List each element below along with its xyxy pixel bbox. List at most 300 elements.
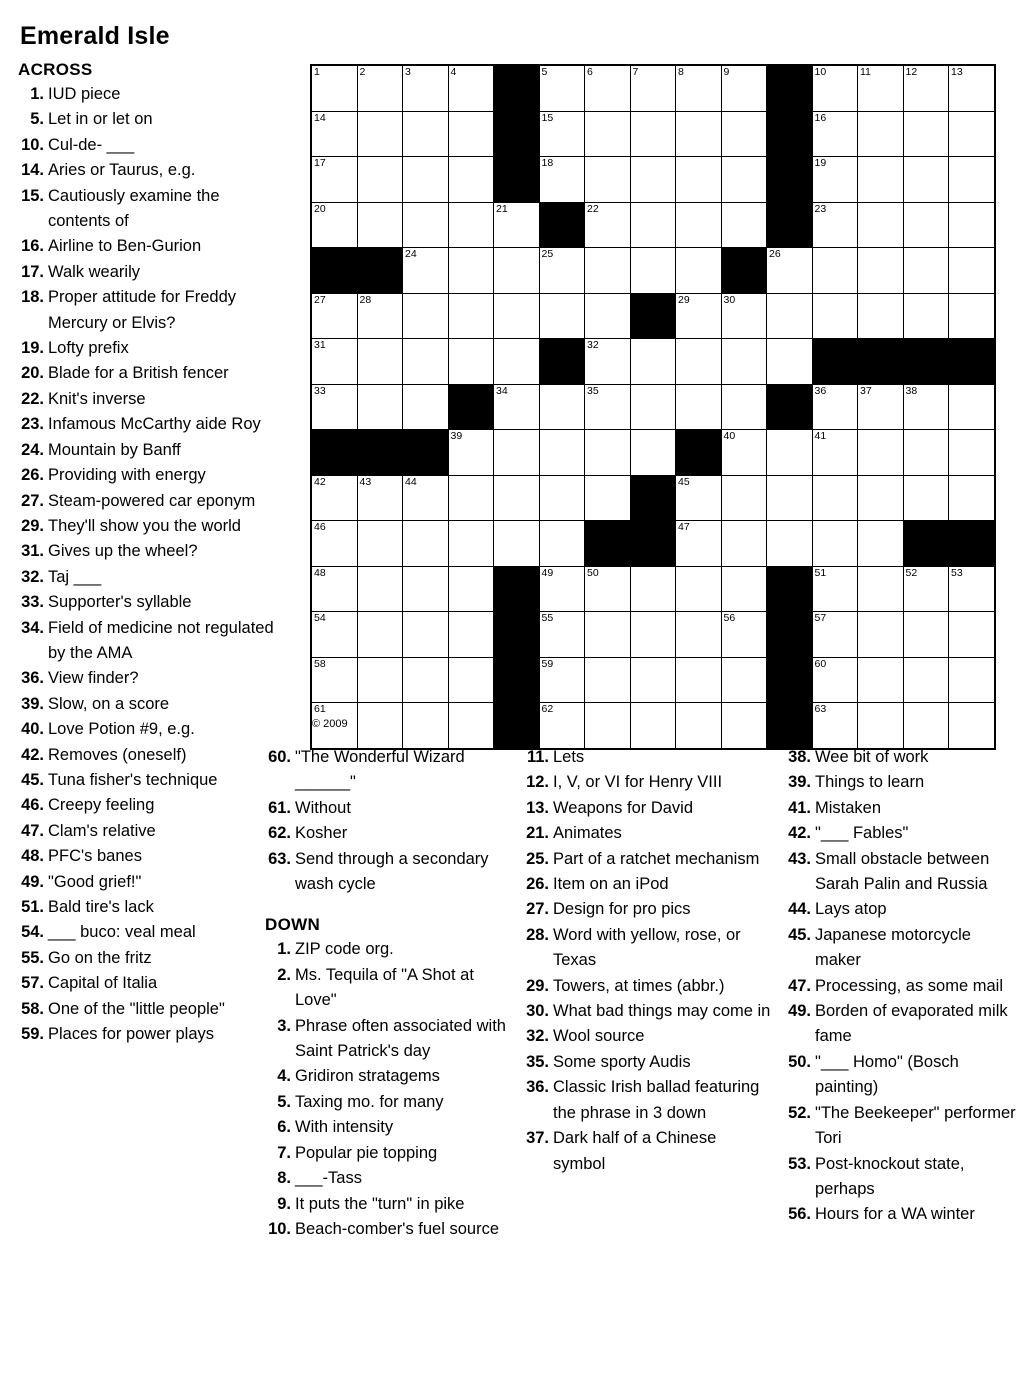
- clue-item[interactable]: [18, 565, 280, 590]
- clue-item[interactable]: [18, 743, 280, 768]
- grid-cell[interactable]: [630, 65, 676, 111]
- clue-item[interactable]: [523, 999, 771, 1024]
- grid-cell[interactable]: [767, 339, 813, 385]
- grid-cell[interactable]: [585, 384, 631, 430]
- clue-number: 32.: [526, 1027, 549, 1046]
- clue-item[interactable]: [785, 770, 1017, 795]
- clue-item[interactable]: [265, 1014, 511, 1065]
- grid-cell[interactable]: [585, 202, 631, 248]
- clue-item[interactable]: [785, 974, 1017, 999]
- grid-cell[interactable]: [539, 65, 585, 111]
- grid-cell[interactable]: [539, 475, 585, 521]
- grid-cell[interactable]: [676, 521, 722, 567]
- grid-cell[interactable]: [448, 657, 494, 703]
- clue-item[interactable]: [18, 336, 280, 361]
- grid-cell[interactable]: [585, 657, 631, 703]
- clue-item[interactable]: [18, 463, 280, 488]
- clue-item[interactable]: [785, 821, 1017, 846]
- grid-cell[interactable]: [311, 111, 357, 157]
- grid-cell[interactable]: [357, 566, 403, 612]
- grid-cell[interactable]: [858, 157, 904, 203]
- grid-cell[interactable]: [357, 612, 403, 658]
- clue-item[interactable]: [265, 1192, 511, 1217]
- clue-number: 36.: [526, 1078, 549, 1097]
- clue-item[interactable]: [785, 999, 1017, 1050]
- clue-text: Things to learn: [815, 773, 925, 792]
- grid-cell[interactable]: [357, 157, 403, 203]
- grid-cell[interactable]: [585, 612, 631, 658]
- grid-cell[interactable]: [721, 475, 767, 521]
- grid-cell[interactable]: [539, 566, 585, 612]
- grid-cell[interactable]: [357, 111, 403, 157]
- clue-item[interactable]: [18, 184, 280, 235]
- grid-cell[interactable]: [812, 475, 858, 521]
- grid-cell[interactable]: [858, 111, 904, 157]
- grid-cell[interactable]: [858, 566, 904, 612]
- grid-cell[interactable]: [858, 430, 904, 476]
- grid-cell[interactable]: [403, 657, 449, 703]
- grid-cell[interactable]: [812, 703, 858, 749]
- clue-item[interactable]: [265, 796, 511, 821]
- grid-cell-number: 3: [405, 66, 411, 78]
- grid-cell[interactable]: [903, 202, 949, 248]
- grid-cell[interactable]: [448, 293, 494, 339]
- grid-cell[interactable]: [721, 566, 767, 612]
- grid-cell-number: 27: [314, 293, 326, 306]
- grid-cell[interactable]: [448, 430, 494, 476]
- clue-item[interactable]: [523, 1075, 771, 1126]
- grid-cell[interactable]: [721, 202, 767, 248]
- grid-cell[interactable]: [721, 65, 767, 111]
- grid-cell[interactable]: [357, 384, 403, 430]
- grid-cell[interactable]: [721, 111, 767, 157]
- clue-item[interactable]: [18, 107, 280, 132]
- clue-text: Gridiron stratagems: [295, 1067, 440, 1086]
- grid-cell[interactable]: [812, 384, 858, 430]
- grid-cell[interactable]: [812, 293, 858, 339]
- grid-block-cell: [767, 657, 813, 703]
- grid-cell[interactable]: [311, 65, 357, 111]
- grid-cell[interactable]: [949, 384, 995, 430]
- grid-cell[interactable]: [494, 475, 540, 521]
- grid-cell[interactable]: [311, 293, 357, 339]
- grid-cell[interactable]: [448, 339, 494, 385]
- grid-cell[interactable]: [812, 111, 858, 157]
- grid-cell[interactable]: [949, 475, 995, 521]
- clue-item[interactable]: [265, 745, 511, 796]
- clue-text: Blade for a British fencer: [48, 364, 229, 383]
- grid-cell[interactable]: [949, 248, 995, 294]
- grid-cell[interactable]: [949, 703, 995, 749]
- grid-cell[interactable]: [858, 703, 904, 749]
- clue-item[interactable]: [18, 997, 280, 1022]
- clue-item[interactable]: [265, 1064, 511, 1089]
- grid-cell[interactable]: [448, 566, 494, 612]
- clue-number: 45.: [21, 770, 44, 789]
- clue-number: 53.: [788, 1154, 811, 1173]
- grid-cell[interactable]: [721, 430, 767, 476]
- grid-cell[interactable]: [448, 612, 494, 658]
- grid-cell[interactable]: [721, 384, 767, 430]
- grid-cell[interactable]: [903, 612, 949, 658]
- grid-cell[interactable]: [585, 293, 631, 339]
- clue-item[interactable]: [523, 1024, 771, 1049]
- grid-table[interactable]: [310, 64, 996, 750]
- grid-cell[interactable]: [812, 657, 858, 703]
- grid-cell-number: 23: [814, 202, 827, 215]
- clue-item[interactable]: [18, 616, 280, 667]
- clue-item[interactable]: [265, 963, 511, 1014]
- grid-cell[interactable]: [357, 521, 403, 567]
- grid-cell[interactable]: [357, 703, 403, 749]
- grid-cell[interactable]: [630, 566, 676, 612]
- grid-cell[interactable]: [403, 65, 449, 111]
- clue-text: Removes (oneself): [48, 745, 187, 764]
- grid-cell[interactable]: [676, 339, 722, 385]
- grid-cell[interactable]: [403, 612, 449, 658]
- grid-cell[interactable]: [676, 566, 722, 612]
- grid-cell[interactable]: [676, 703, 722, 749]
- grid-cell[interactable]: [767, 475, 813, 521]
- clue-item[interactable]: [18, 590, 280, 615]
- clue-item[interactable]: [265, 1217, 511, 1242]
- clue-item[interactable]: [523, 745, 771, 770]
- clue-item[interactable]: [18, 387, 280, 412]
- clue-item[interactable]: [785, 1202, 1017, 1227]
- grid-cell[interactable]: [448, 157, 494, 203]
- grid-cell[interactable]: [311, 657, 357, 703]
- grid-cell[interactable]: [539, 703, 585, 749]
- grid-cell[interactable]: [812, 157, 858, 203]
- clue-text: Proper attitude for Freddy Mercury or Elvis?: [48, 288, 237, 332]
- grid-cell-number: 15: [541, 111, 554, 124]
- grid-cell[interactable]: [494, 521, 540, 567]
- grid-cell[interactable]: [539, 157, 585, 203]
- grid-cell[interactable]: [494, 248, 540, 294]
- clue-item[interactable]: [265, 937, 511, 962]
- crossword-grid[interactable]: [310, 64, 996, 750]
- grid-cell[interactable]: [585, 475, 631, 521]
- grid-cell[interactable]: [630, 657, 676, 703]
- grid-cell[interactable]: [858, 293, 904, 339]
- clue-number: 25.: [526, 849, 549, 868]
- grid-cell[interactable]: [812, 65, 858, 111]
- grid-cell[interactable]: [721, 657, 767, 703]
- clue-item[interactable]: [785, 796, 1017, 821]
- grid-cell[interactable]: [676, 384, 722, 430]
- grid-block-cell: [357, 248, 403, 294]
- grid-cell[interactable]: [721, 521, 767, 567]
- grid-cell[interactable]: [812, 612, 858, 658]
- grid-cell[interactable]: [858, 475, 904, 521]
- grid-cell[interactable]: [448, 703, 494, 749]
- grid-cell[interactable]: [858, 65, 904, 111]
- grid-cell[interactable]: [767, 248, 813, 294]
- grid-cell[interactable]: [903, 430, 949, 476]
- grid-cell[interactable]: [903, 248, 949, 294]
- grid-cell[interactable]: [949, 430, 995, 476]
- grid-cell[interactable]: [949, 612, 995, 658]
- grid-cell[interactable]: [630, 157, 676, 203]
- grid-cell[interactable]: [311, 384, 357, 430]
- clue-item[interactable]: [265, 1141, 511, 1166]
- clue-text: Taj ___: [48, 567, 102, 586]
- grid-cell[interactable]: [357, 65, 403, 111]
- clue-item[interactable]: [18, 692, 280, 717]
- grid-cell[interactable]: [812, 248, 858, 294]
- clue-item[interactable]: [18, 895, 280, 920]
- clue-item[interactable]: [18, 412, 280, 437]
- clue-number: 47.: [788, 976, 811, 995]
- grid-cell[interactable]: [448, 248, 494, 294]
- grid-cell[interactable]: [949, 566, 995, 612]
- grid-cell[interactable]: [357, 202, 403, 248]
- grid-cell[interactable]: [311, 566, 357, 612]
- clue-text: Capital of Italia: [48, 974, 158, 993]
- grid-cell[interactable]: [903, 293, 949, 339]
- grid-cell[interactable]: [767, 521, 813, 567]
- grid-cell[interactable]: [676, 202, 722, 248]
- grid-cell[interactable]: [403, 248, 449, 294]
- grid-cell[interactable]: [311, 475, 357, 521]
- grid-cell[interactable]: [403, 521, 449, 567]
- grid-cell[interactable]: [858, 657, 904, 703]
- grid-cell[interactable]: [494, 339, 540, 385]
- grid-cell[interactable]: [357, 339, 403, 385]
- grid-cell[interactable]: [630, 612, 676, 658]
- clue-item[interactable]: [265, 1090, 511, 1115]
- clue-item[interactable]: [18, 82, 280, 107]
- grid-cell[interactable]: [858, 248, 904, 294]
- grid-cell[interactable]: [903, 157, 949, 203]
- grid-cell[interactable]: [403, 202, 449, 248]
- clue-item[interactable]: [18, 158, 280, 183]
- clue-item[interactable]: [18, 260, 280, 285]
- grid-cell[interactable]: [903, 703, 949, 749]
- clue-item[interactable]: [523, 897, 771, 922]
- grid-cell[interactable]: [311, 202, 357, 248]
- grid-cell[interactable]: [676, 657, 722, 703]
- grid-cell[interactable]: [539, 293, 585, 339]
- grid-cell-number: 49: [541, 566, 554, 579]
- grid-cell[interactable]: [494, 430, 540, 476]
- clue-item[interactable]: [265, 821, 511, 846]
- grid-cell[interactable]: [585, 65, 631, 111]
- clue-item[interactable]: [523, 821, 771, 846]
- grid-cell[interactable]: [767, 293, 813, 339]
- clue-number: 19.: [21, 339, 44, 358]
- clue-number: 58.: [21, 999, 44, 1018]
- grid-cell[interactable]: [494, 202, 540, 248]
- grid-cell[interactable]: [311, 339, 357, 385]
- grid-cell[interactable]: [949, 111, 995, 157]
- grid-cell[interactable]: [494, 293, 540, 339]
- grid-cell[interactable]: [676, 157, 722, 203]
- grid-cell[interactable]: [812, 202, 858, 248]
- grid-cell[interactable]: [630, 384, 676, 430]
- grid-cell[interactable]: [676, 293, 722, 339]
- clue-item[interactable]: [18, 870, 280, 895]
- grid-cell[interactable]: [903, 657, 949, 703]
- clue-item[interactable]: [18, 666, 280, 691]
- grid-cell[interactable]: [630, 339, 676, 385]
- clue-item[interactable]: [18, 438, 280, 463]
- clue-item[interactable]: [18, 971, 280, 996]
- down-heading: DOWN: [265, 915, 321, 935]
- grid-cell[interactable]: [539, 111, 585, 157]
- grid-cell[interactable]: [311, 157, 357, 203]
- clue-item[interactable]: [785, 1050, 1017, 1101]
- clue-item[interactable]: [785, 847, 1017, 898]
- grid-cell[interactable]: [448, 521, 494, 567]
- grid-cell[interactable]: [949, 157, 995, 203]
- clue-item[interactable]: [785, 745, 1017, 770]
- grid-cell[interactable]: [494, 384, 540, 430]
- grid-cell[interactable]: [403, 703, 449, 749]
- clue-item[interactable]: [785, 1152, 1017, 1203]
- clue-number: 3.: [277, 1016, 291, 1035]
- grid-cell[interactable]: [630, 430, 676, 476]
- grid-cell[interactable]: [676, 612, 722, 658]
- clue-item[interactable]: [18, 489, 280, 514]
- clue-item[interactable]: [265, 1115, 511, 1140]
- grid-cell[interactable]: [676, 111, 722, 157]
- clue-item[interactable]: [18, 234, 280, 259]
- grid-cell[interactable]: [903, 384, 949, 430]
- grid-cell[interactable]: [676, 475, 722, 521]
- grid-cell[interactable]: [585, 430, 631, 476]
- grid-cell[interactable]: [539, 430, 585, 476]
- clue-item[interactable]: [18, 819, 280, 844]
- grid-cell[interactable]: [539, 384, 585, 430]
- clue-item[interactable]: [523, 872, 771, 897]
- grid-cell[interactable]: [539, 657, 585, 703]
- clue-number: 27.: [21, 491, 44, 510]
- clue-item[interactable]: [523, 796, 771, 821]
- grid-cell[interactable]: [448, 202, 494, 248]
- grid-cell[interactable]: [676, 248, 722, 294]
- grid-cell[interactable]: [721, 612, 767, 658]
- grid-cell[interactable]: [812, 430, 858, 476]
- grid-cell[interactable]: [721, 293, 767, 339]
- grid-cell-number: 17: [314, 157, 326, 169]
- grid-cell[interactable]: [858, 384, 904, 430]
- grid-cell[interactable]: [585, 703, 631, 749]
- grid-cell[interactable]: [539, 248, 585, 294]
- grid-cell[interactable]: [403, 111, 449, 157]
- grid-cell[interactable]: [585, 248, 631, 294]
- grid-cell[interactable]: [403, 157, 449, 203]
- clue-item[interactable]: [18, 793, 280, 818]
- clue-item[interactable]: [18, 539, 280, 564]
- grid-cell[interactable]: [949, 65, 995, 111]
- clue-item[interactable]: [18, 920, 280, 945]
- grid-cell[interactable]: [403, 566, 449, 612]
- grid-cell[interactable]: [357, 293, 403, 339]
- clue-item[interactable]: [523, 1050, 771, 1075]
- clue-item[interactable]: [18, 844, 280, 869]
- clue-item[interactable]: [18, 946, 280, 971]
- grid-cell[interactable]: [403, 384, 449, 430]
- clue-item[interactable]: [18, 514, 280, 539]
- clue-item[interactable]: [785, 923, 1017, 974]
- grid-cell[interactable]: [903, 111, 949, 157]
- clue-item[interactable]: [18, 717, 280, 742]
- clue-item[interactable]: [523, 974, 771, 999]
- grid-cell[interactable]: [585, 566, 631, 612]
- grid-cell[interactable]: [949, 293, 995, 339]
- grid-cell[interactable]: [630, 703, 676, 749]
- clue-item[interactable]: [523, 1126, 771, 1177]
- grid-cell[interactable]: [311, 612, 357, 658]
- clue-item[interactable]: [265, 847, 511, 898]
- grid-cell[interactable]: [767, 430, 813, 476]
- grid-cell[interactable]: [585, 157, 631, 203]
- grid-cell[interactable]: [858, 521, 904, 567]
- grid-cell[interactable]: [676, 65, 722, 111]
- grid-cell[interactable]: [357, 657, 403, 703]
- clue-text: Bald tire's lack: [48, 898, 154, 916]
- grid-cell[interactable]: [858, 202, 904, 248]
- clue-item[interactable]: [265, 1166, 511, 1191]
- grid-block-cell: [311, 248, 357, 294]
- grid-cell[interactable]: [403, 339, 449, 385]
- grid-cell[interactable]: [448, 111, 494, 157]
- grid-cell-number: 29: [678, 293, 690, 306]
- grid-cell[interactable]: [403, 293, 449, 339]
- grid-cell[interactable]: [858, 612, 904, 658]
- clue-item[interactable]: [523, 847, 771, 872]
- grid-cell[interactable]: [949, 657, 995, 703]
- clue-item[interactable]: [785, 1101, 1017, 1152]
- grid-block-cell: [539, 202, 585, 248]
- grid-cell[interactable]: [630, 111, 676, 157]
- grid-row: [311, 475, 995, 521]
- grid-cell[interactable]: [812, 566, 858, 612]
- grid-cell[interactable]: [949, 202, 995, 248]
- grid-cell[interactable]: [630, 202, 676, 248]
- clue-item[interactable]: [18, 768, 280, 793]
- clue-item[interactable]: [523, 923, 771, 974]
- grid-block-cell: [494, 612, 540, 658]
- clue-item[interactable]: [18, 285, 280, 336]
- grid-cell[interactable]: [448, 475, 494, 521]
- grid-cell[interactable]: [721, 703, 767, 749]
- grid-cell-number: 13: [951, 66, 963, 78]
- grid-cell[interactable]: [721, 339, 767, 385]
- grid-cell[interactable]: [585, 111, 631, 157]
- grid-cell[interactable]: [311, 521, 357, 567]
- clue-item[interactable]: [18, 1022, 280, 1047]
- grid-cell[interactable]: [448, 65, 494, 111]
- clue-item[interactable]: [785, 897, 1017, 922]
- clue-item[interactable]: [523, 770, 771, 795]
- clue-item[interactable]: [18, 361, 280, 386]
- grid-cell[interactable]: [812, 521, 858, 567]
- grid-cell[interactable]: [585, 339, 631, 385]
- grid-cell[interactable]: [403, 475, 449, 521]
- clue-item[interactable]: [18, 133, 280, 158]
- grid-cell[interactable]: [903, 566, 949, 612]
- grid-cell[interactable]: [630, 248, 676, 294]
- grid-cell-number: 37: [860, 384, 872, 397]
- grid-cell[interactable]: [539, 521, 585, 567]
- grid-cell[interactable]: [539, 612, 585, 658]
- grid-cell[interactable]: [903, 65, 949, 111]
- grid-cell[interactable]: [357, 475, 403, 521]
- grid-cell[interactable]: [721, 157, 767, 203]
- grid-cell[interactable]: [903, 475, 949, 521]
